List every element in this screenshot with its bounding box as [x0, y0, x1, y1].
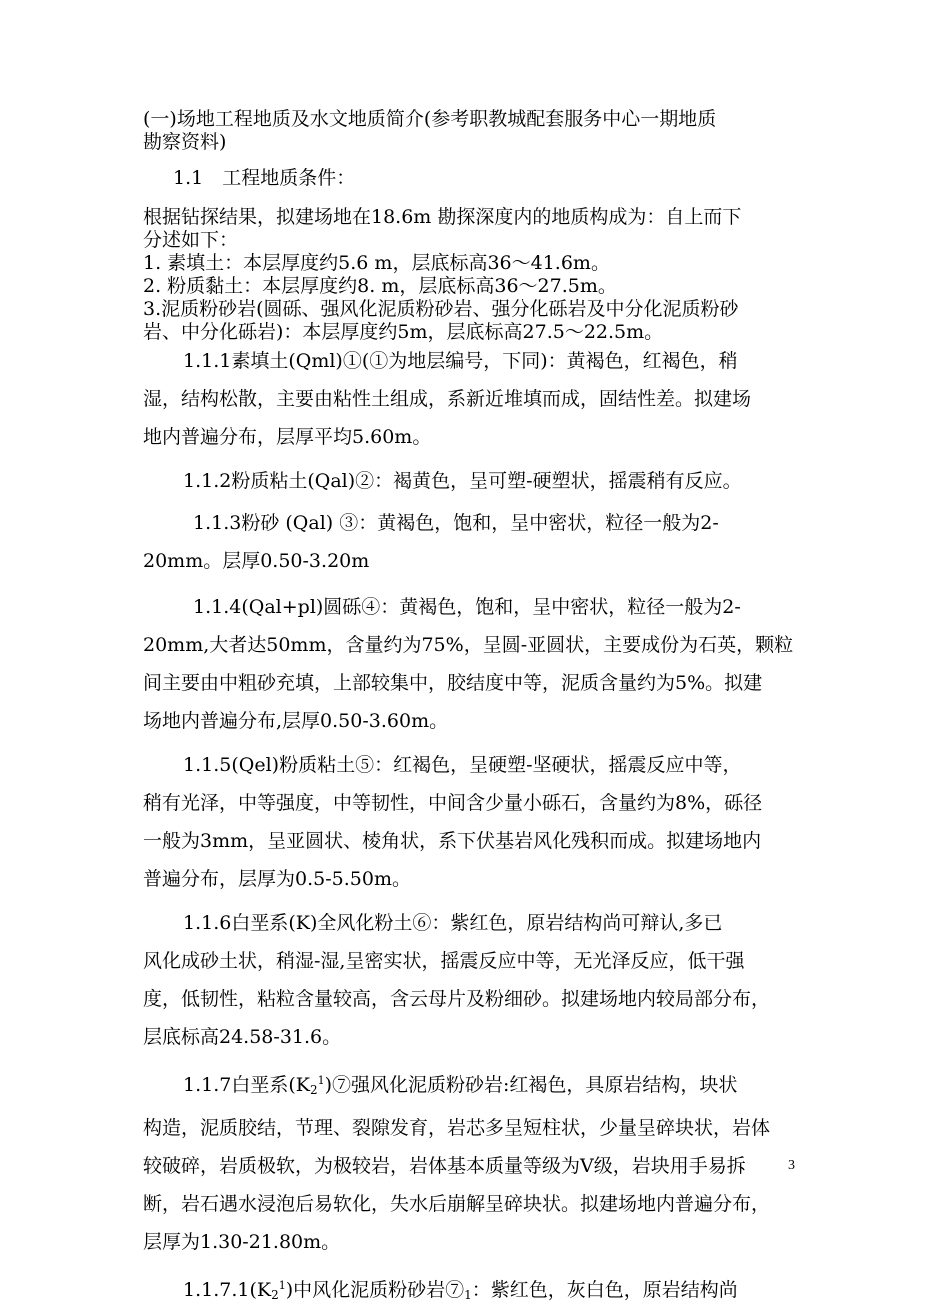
paragraph-8 — [143, 1267, 823, 1314]
paragraph-line: 20mm。层厚0.50-3.20m — [143, 550, 370, 572]
paragraph-line: 稍有光泽，中等强度，中等韧性，中间含少量小砾石，含量约为8%，砾径 — [143, 792, 763, 814]
summary-item: 1. 素填土：本层厚度约5.6 m，层底标高36～41.6m。 — [143, 252, 610, 274]
section-title: 1.1 工程地质条件： — [173, 167, 356, 189]
superscript: 1 — [278, 1279, 286, 1292]
paragraph-text: 1.1.7白垩系(K — [183, 1074, 310, 1096]
page-number: 3 — [788, 1158, 795, 1173]
paragraph-line: 1.1.6白垩系(K)全风化粉土⑥：紫红色，原岩结构尚可辩认,多已 — [183, 912, 723, 934]
paragraph-line: 风化成砂土状，稍湿-湿,呈密实状，摇震反应中等，无光泽反应，低干强 — [143, 950, 745, 972]
summary-item: 2. 粉质黏土：本层厚度约8. m，层底标高36～27.5m。 — [143, 275, 617, 297]
summary-item: 3.泥质粉砂岩(圆砾、强风化泥质粉砂岩、强分化砾岩及中分化泥质粉砂 — [143, 298, 739, 320]
paragraph-line: 层底标高24.58-31.6。 — [143, 1026, 342, 1048]
paragraph-line: 场地内普遍分布,层厚0.50-3.60m。 — [143, 710, 449, 732]
subscript: 2 — [271, 1288, 279, 1302]
paragraph-3 — [143, 504, 823, 580]
paragraph-first-line — [143, 1062, 823, 1109]
superscript: 1 — [317, 1074, 325, 1087]
paragraph-4 — [143, 588, 823, 740]
heading-line: 勘察资料) — [143, 131, 227, 153]
paragraph-line: 地内普遍分布，层厚平均5.60m。 — [143, 426, 432, 448]
summary-line: 分述如下： — [143, 229, 239, 251]
paragraph-5 — [143, 746, 823, 898]
paragraph-line: 1.1.1素填土(Qml)①(①为地层编号，下同)：黄褐色，红褐色，稍 — [183, 350, 738, 372]
paragraph-line: 1.1.4(Qal+pl)圆砾④：黄褐色，饱和，呈中密状，粒径一般为2- — [193, 596, 741, 618]
paragraph-line: 一般为3mm，呈亚圆状、棱角状，系下伏基岩风化残积而成。拟建场地内 — [143, 830, 762, 852]
summary-block — [143, 206, 823, 344]
paragraph-line: 1.1.3粉砂 (Qal) ③：黄褐色，饱和，呈中密状，粒径一般为2- — [193, 512, 719, 534]
subscript: 2 — [309, 1083, 318, 1097]
paragraph-line: 构造，泥质胶结，节理、裂隙发育，岩芯多呈短柱状，少量呈碎块状，岩体 — [143, 1117, 771, 1139]
summary-line: 根据钻探结果，拟建场地在18.6m 勘探深度内的地质构成为：自上而下 — [143, 206, 742, 228]
paragraph-line: 较破碎，岩质极软，为极较岩，岩体基本质量等级为Ⅴ级，岩块用手易拆 — [143, 1155, 746, 1177]
paragraph-first-line — [143, 1267, 823, 1314]
paragraph-line: 度，低韧性，粘粒含量较高，含云母片及粉细砂。拟建场地内较局部分布， — [143, 988, 771, 1010]
paragraph-line: 湿，结构松散，主要由粘性土组成，系新近堆填而成，固结性差。拟建场 — [143, 388, 752, 410]
summary-item: 岩、中分化砾岩)：本层厚度约5m，层底标高27.5～22.5m。 — [143, 321, 664, 343]
document-body — [143, 108, 823, 1314]
paragraph-line: 间主要由中粗砂充填，上部较集中，胶结度中等，泥质含量约为5%。拟建 — [143, 672, 763, 694]
paragraph-2 — [143, 462, 823, 500]
heading-line: (一)场地工程地质及水文地质简介(参考职教城配套服务中心一期地质 — [143, 108, 717, 130]
paragraph-line: 1.1.5(Qel)粉质粘土⑤：红褐色，呈硬塑-坚硬状，摇震反应中等， — [183, 754, 742, 776]
paragraph-line: 1.1.2粉质粘土(Qal)②：褐黄色，呈可塑-硬塑状，摇震稍有反应。 — [183, 470, 742, 492]
paragraph-line: 层厚为1.30-21.80m。 — [143, 1231, 341, 1253]
paragraph-6 — [143, 904, 823, 1056]
paragraph-text: )⑦强风化泥质粉砂岩:红褐色，具原岩结构，块状 — [324, 1074, 738, 1096]
paragraph-text: 1.1.7.1(K — [183, 1279, 272, 1301]
paragraph-line: 普遍分布，层厚为0.5-5.50m。 — [143, 868, 411, 890]
paragraph-text: )中风化泥质粉砂岩⑦ — [285, 1279, 465, 1301]
paragraph-line: 20mm,大者达50mm，含量约为75%，呈圆-亚圆状，主要成份为石英，颗粒 — [143, 634, 794, 656]
subscript: 1 — [464, 1288, 472, 1302]
document-heading — [143, 108, 823, 154]
paragraph-1 — [143, 342, 823, 456]
paragraph-text: ：紫红色，灰白色，原岩结构尚 — [471, 1279, 738, 1301]
paragraph-7 — [143, 1062, 823, 1261]
paragraph-line: 断，岩石遇水浸泡后易软化，失水后崩解呈碎块状。拟建场地内普遍分布， — [143, 1193, 771, 1215]
